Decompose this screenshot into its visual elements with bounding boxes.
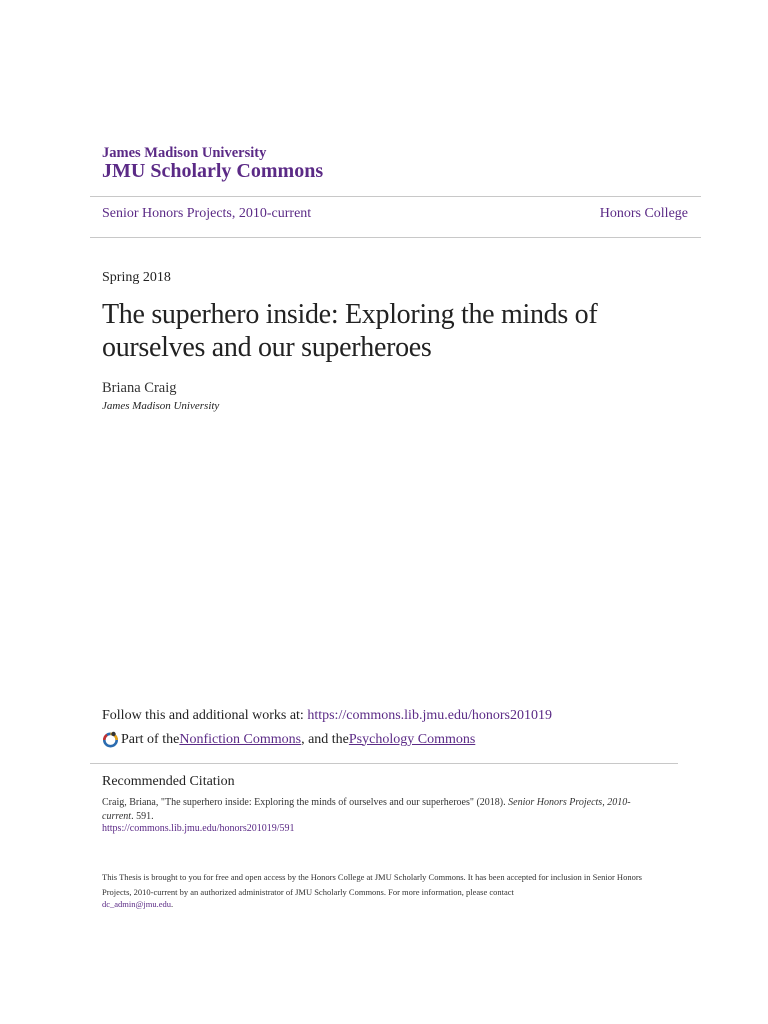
access-notice: This Thesis is brought to you for free and open access by the Honors College at JMU Scholarly Commons. It has been accepted for inclusion in Senior Honors Projects, 2010-current by an authorized administrator of JMU Scholarly Commons. For more information, please contact [102, 872, 642, 897]
part-of-prefix: Part of the [121, 731, 180, 747]
nonfiction-commons-link[interactable]: Nonfiction Commons [179, 731, 302, 747]
contact-email-link[interactable]: dc_admin@jmu.edu [102, 899, 171, 909]
email-end: . [170, 899, 174, 909]
citation-series: Senior Honors Projects, 2010-current [102, 797, 631, 822]
contact-email-line [102, 899, 173, 909]
university-name: James Madison University [102, 145, 267, 161]
honors-college-link[interactable]: Honors College [599, 206, 688, 221]
and-text: , and the [301, 731, 349, 747]
follow-line [102, 708, 552, 724]
citation-divider [90, 763, 678, 764]
psychology-commons-link[interactable]: Psychology Commons [348, 731, 476, 747]
citation-main: Craig, Briana, "The superhero inside: Exploring the minds of ourselves and our superheroes" (2018). [102, 797, 509, 808]
follow-url-link[interactable]: https://commons.lib.jmu.edu/honors201019 [307, 708, 552, 723]
network-icon [102, 731, 119, 748]
series-link[interactable]: Senior Honors Projects, 2010-current [102, 206, 312, 221]
citation-url-link[interactable]: https://commons.lib.jmu.edu/honors201019/591 [102, 823, 295, 834]
top-divider [90, 196, 701, 197]
follow-prefix: Follow this and additional works at: [102, 708, 308, 723]
author-affiliation: James Madison University [102, 400, 220, 412]
citation-heading: Recommended Citation [102, 774, 235, 789]
author-name: Briana Craig [102, 380, 177, 396]
publication-date: Spring 2018 [102, 270, 171, 285]
citation-end: . 591. [131, 811, 154, 822]
citation-text [102, 796, 662, 824]
repository-name[interactable]: JMU Scholarly Commons [102, 160, 324, 182]
part-of-line [102, 731, 475, 748]
nav-divider [90, 237, 701, 238]
document-title: The superhero inside: Exploring the minds of ourselves and our superheroes [102, 299, 598, 363]
